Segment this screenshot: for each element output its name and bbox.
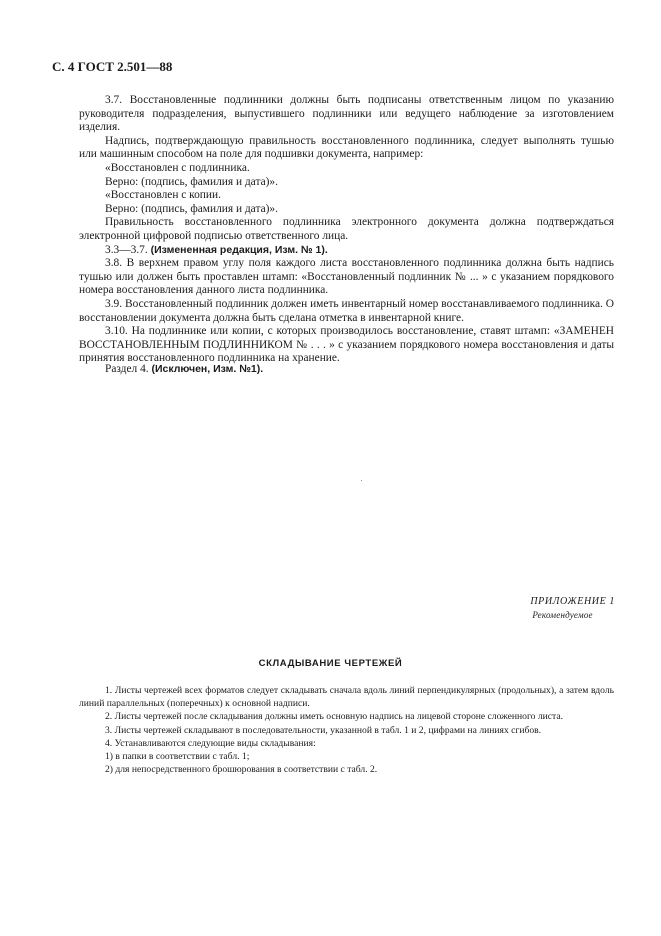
appendix-list-item: 2) для непосредственного брошюрования в соответствии с табл. 2. (105, 764, 378, 776)
paragraph-electronic: Правильность восстановленного подлинника электронного документа должна подтверждаться электронной цифровой подписью ответственного лица. (79, 216, 614, 242)
scan-speck (361, 480, 362, 481)
revision-range: 3.3—3.7. (105, 243, 148, 256)
appendix-paragraph-4: 4. Устанавливаются следующие виды складывания: (105, 737, 316, 749)
appendix-section-title: СКЛАДЫВАНИЕ ЧЕРТЕЖЕЙ (258, 658, 403, 669)
appendix-paragraph-2: 2. Листы чертежей после складывания должны иметь основную надпись на лицевой стороне сложенного листа. (105, 711, 564, 723)
appendix-text (79, 684, 614, 776)
appendix-subtitle: Рекомендуемое (532, 610, 593, 620)
paragraph-3-7: 3.7. Восстановленные подлинники должны быть подписаны ответственным лицом по указанию руководителя подразделения, выпустившего подлинники или ведущего наблюдение за изготовлением изделия. (79, 94, 614, 134)
appendix-paragraph-1: 1. Листы чертежей всех форматов следует складывать сначала вдоль линий перпендикулярных (продольных), а затем вдоль линий параллельных (поперечных) к основной надписи. (79, 685, 614, 710)
example-line: «Восстановлен с подлинника. (105, 161, 250, 174)
section-4-status: (Исключен, Изм. №1). (151, 363, 264, 375)
paragraph-3-8: 3.8. В верхнем правом углу поля каждого листа восстановленного подлинника должна быть надпись тушью или должен быть проставлен штамп: «Восстановленный подлинник № ... » с указанием порядкового номера восстановления данного листа подлинника. (79, 257, 614, 297)
appendix-paragraph-3: 3. Листы чертежей складывают в последовательности, указанной в табл. 1 и 2, цифрами на линиях сгибов. (105, 724, 542, 736)
example-line: Верно: (подпись, фамилия и дата)». (105, 175, 278, 188)
appendix-heading (530, 596, 615, 620)
example-line: Верно: (подпись, фамилия и дата)». (105, 202, 278, 215)
page-header: С. 4 ГОСТ 2.501—88 (52, 59, 173, 74)
appendix-title: ПРИЛОЖЕНИЕ 1 (530, 596, 615, 607)
revision-note (79, 244, 614, 258)
appendix-list-item: 1) в папки в соответствии с табл. 1; (105, 751, 250, 763)
section-3-text (79, 94, 614, 366)
paragraph-nadpis: Надпись, подтверждающую правильность восстановленного подлинника, следует выполнять тушью или машинным способом на поле для подшивки документа, например: (79, 134, 614, 161)
revision-text: (Измененная редакция, Изм. № 1). (150, 243, 328, 256)
section-4-label: Раздел 4. (105, 363, 149, 375)
paragraph-3-9: 3.9. Восстановленный подлинник должен иметь инвентарный номер восстанавливаемого подлинника. О восстановлении документа должна быть сделана отметка в инвентарной книге. (79, 297, 614, 324)
example-line: «Восстановлен с копии. (105, 189, 221, 202)
section-4-note (105, 363, 263, 375)
paragraph-3-10: 3.10. На подлиннике или копии, с которых производилось восстановление, ставят штамп: «ЗАМЕНЕН ВОССТАНОВЛЕННЫМ ПОДЛИННИКОМ № . . . » с указанием порядкового номера восстановления и даты принятия восстановленного подлинника на хранение. (79, 325, 614, 365)
